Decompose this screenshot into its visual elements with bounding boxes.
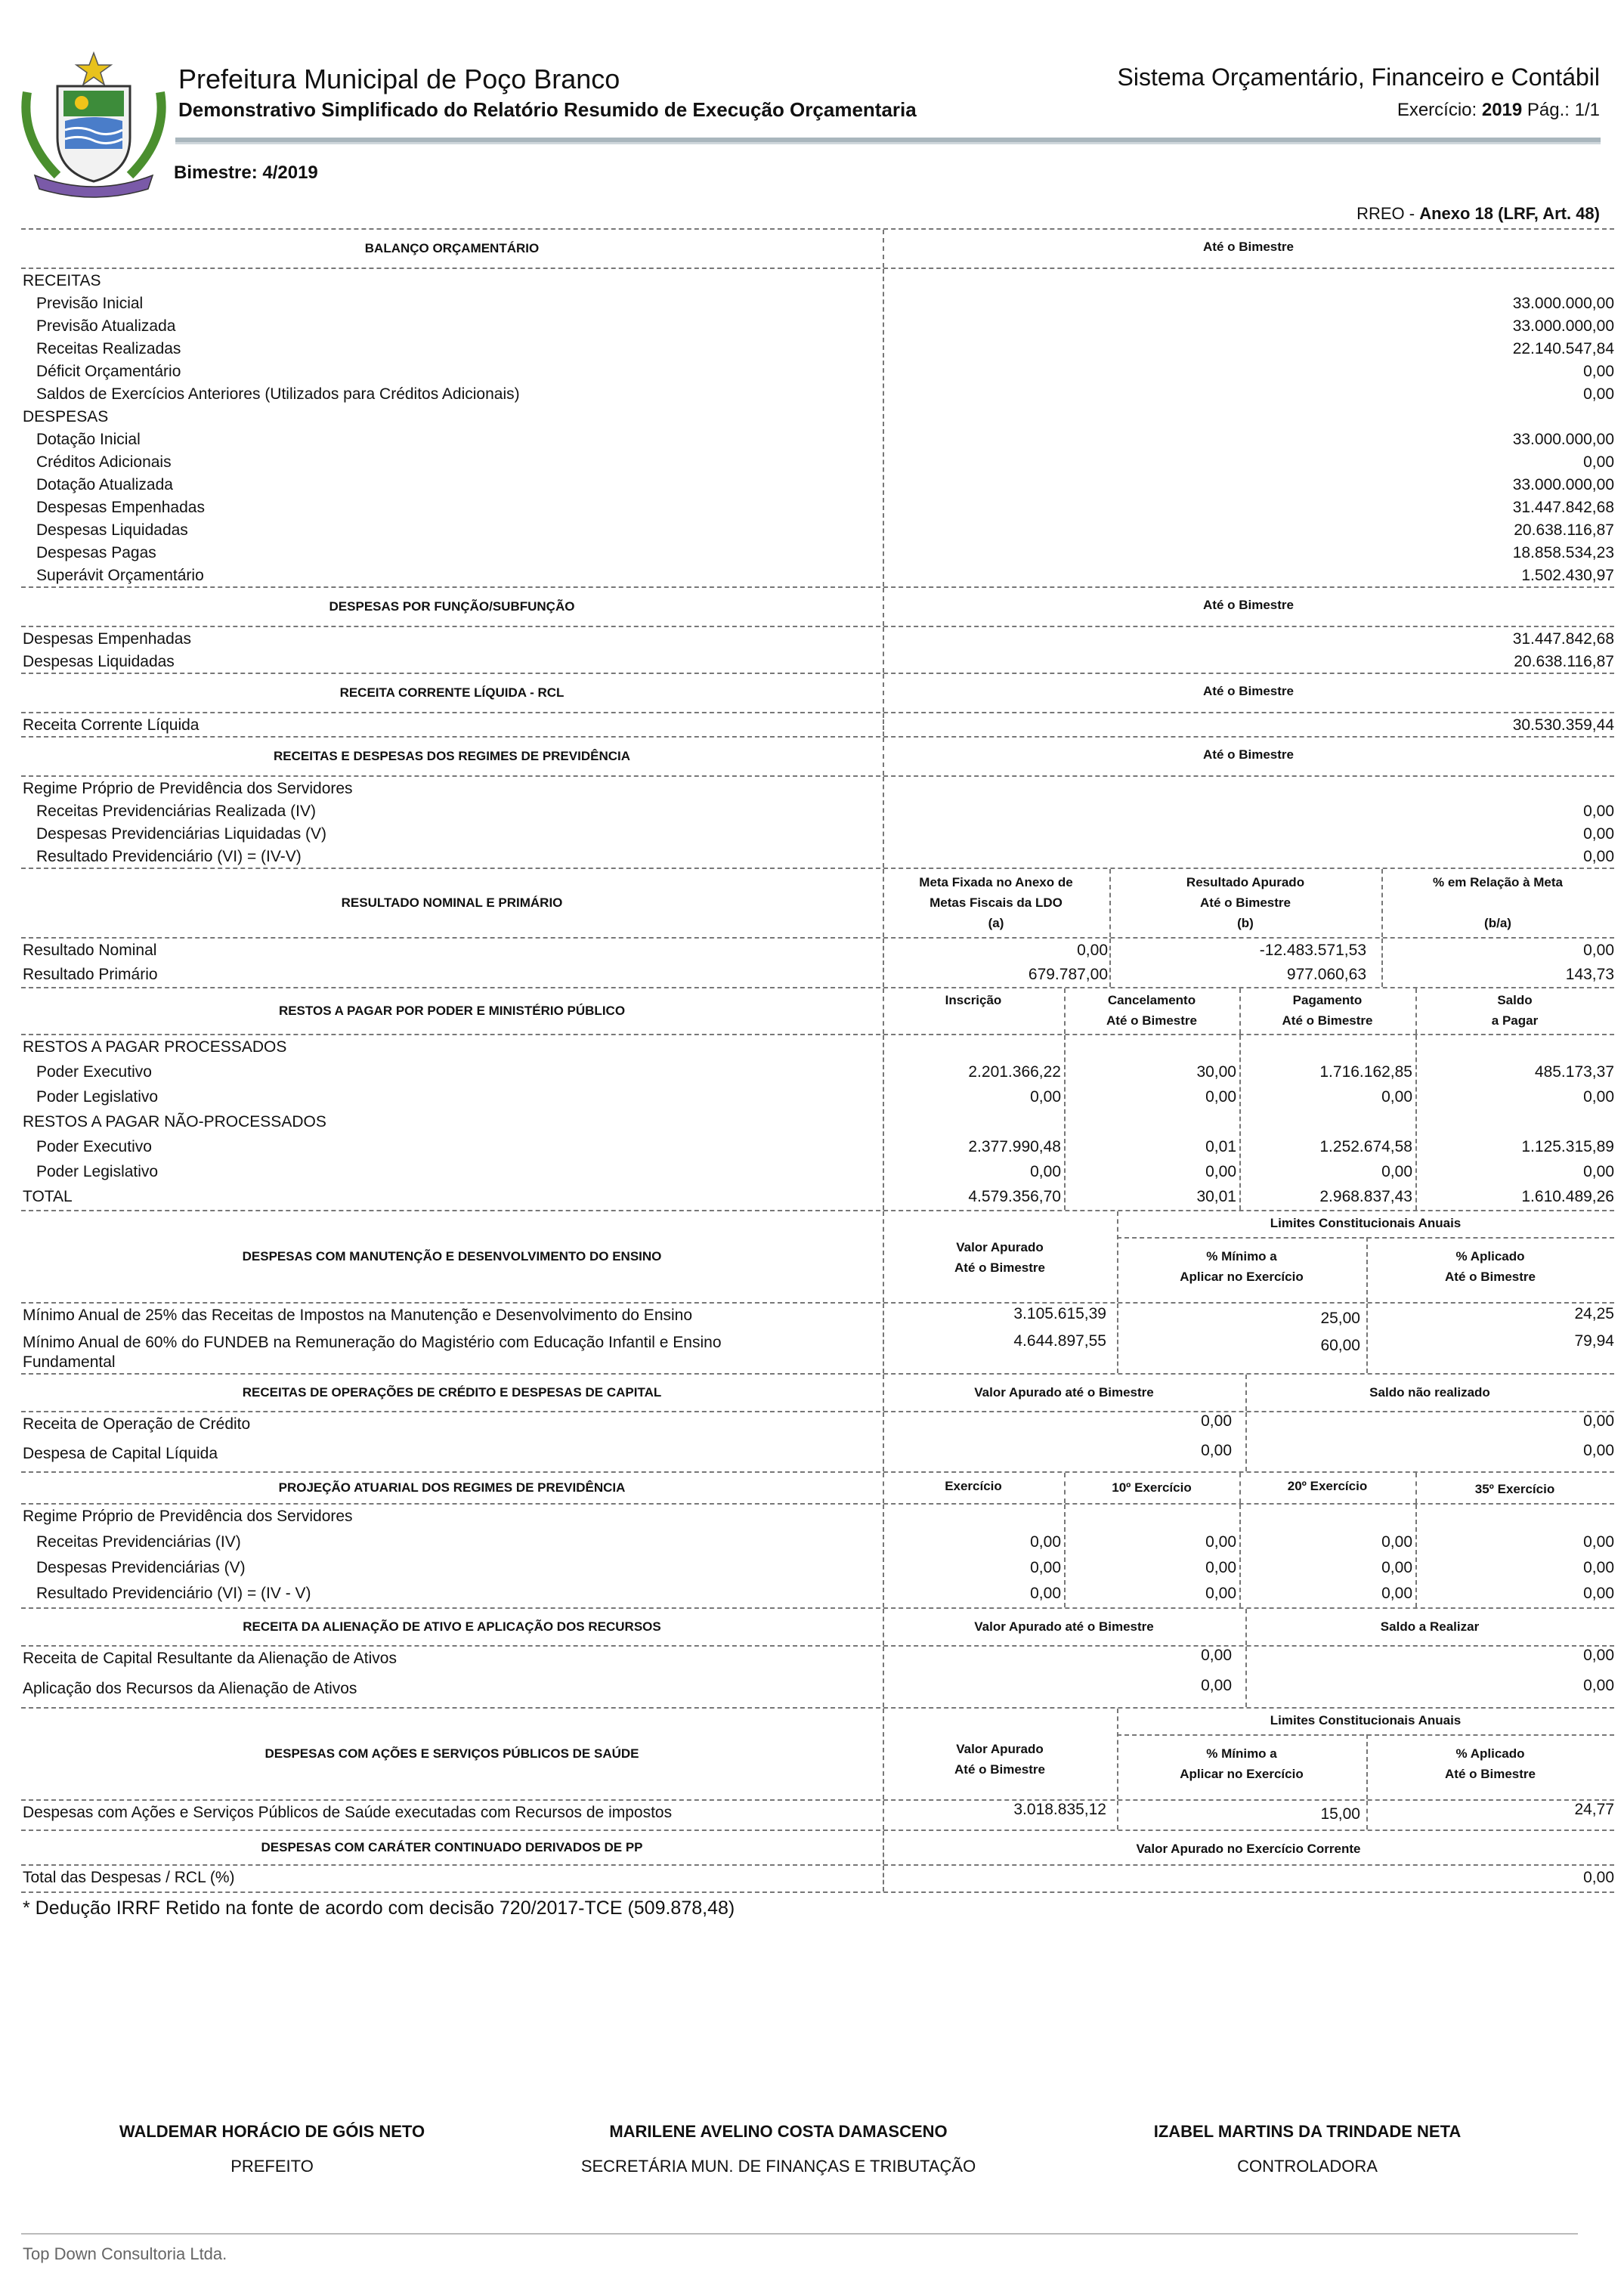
row-value: 25,00: [1320, 1310, 1360, 1327]
row-value: 0,00: [1583, 1677, 1614, 1694]
row-label: Receita de Operação de Crédito: [23, 1415, 251, 1433]
bimestre-label: Bimestre: 4/2019: [174, 162, 318, 183]
row-value: 24,77: [1574, 1801, 1614, 1818]
row-label: Poder Legislativo: [36, 1088, 159, 1106]
signature-secretaria: [567, 2122, 990, 2176]
row-value: 0,00: [1583, 1412, 1614, 1430]
section-body: [21, 713, 1614, 736]
row-value: 977.060,63: [1286, 966, 1366, 983]
header-divider: [175, 138, 1601, 144]
table-row: [21, 822, 1614, 845]
table-row: [21, 963, 1614, 987]
column-header: Saldo a Realizar: [1380, 1619, 1480, 1634]
row-value: 22.140.547,84: [1512, 340, 1614, 357]
section-body: [21, 1412, 1614, 1471]
column-header: Até o Bimestre: [954, 1762, 1045, 1777]
column-header: Até o Bimestre: [1203, 598, 1294, 612]
report-subtitle: Demonstrativo Simplificado do Relatório Resumido de Execução Orçamentaria: [178, 98, 917, 121]
row-value: 30.530.359,44: [1512, 716, 1614, 734]
section-title: DESPESAS COM AÇÕES E SERVIÇOS PÚBLICOS DE SAÚDE: [264, 1746, 639, 1761]
row-value: 0,00: [1583, 1533, 1614, 1551]
table-row: [21, 1866, 1614, 1891]
row-value: 0,00: [1205, 1533, 1236, 1551]
table-row: [21, 1556, 1614, 1582]
column-header: Metas Fiscais da LDO: [930, 895, 1063, 910]
column-header: (b/a): [1484, 916, 1511, 930]
table-row: [21, 1505, 1614, 1530]
row-label: Mínimo Anual de 25% das Receitas de Impostos na Manutenção e Desenvolvimento do Ensino: [23, 1307, 693, 1324]
row-label: RECEITAS: [23, 272, 101, 289]
table-row: [21, 1185, 1614, 1210]
row-value: 0,00: [1205, 1163, 1236, 1180]
section-header: [21, 586, 1614, 627]
row-label: Resultado Primário: [23, 966, 158, 983]
section-body: [21, 1304, 1614, 1373]
row-value: 0,00: [1583, 1559, 1614, 1576]
row-label: Poder Executivo: [36, 1063, 152, 1081]
row-value: 1.502.430,97: [1521, 567, 1614, 584]
table-row: [21, 1582, 1614, 1607]
table-row: [21, 777, 1614, 800]
column-header: Resultado Apurado: [1186, 875, 1305, 889]
row-label: Poder Legislativo: [36, 1163, 159, 1180]
row-value: 33.000.000,00: [1512, 317, 1614, 335]
section-body: [21, 1647, 1614, 1707]
table-row: [21, 1647, 1614, 1677]
section-title: RECEITA DA ALIENAÇÃO DE ATIVO E APLICAÇÃO DOS RECURSOS: [243, 1619, 661, 1634]
exercise-label: Exercício:: [1397, 100, 1477, 120]
row-label: Déficit Orçamentário: [36, 363, 181, 380]
row-value: 31.447.842,68: [1512, 499, 1614, 516]
row-label: DESPESAS: [23, 408, 109, 425]
section-header: [21, 987, 1614, 1035]
section-title: RESTOS A PAGAR POR PODER E MINISTÉRIO PÚBLICO: [278, 1004, 626, 1018]
row-value: 0,00: [1583, 1647, 1614, 1664]
table-row: [21, 1412, 1614, 1442]
row-label-continued: Fundamental: [23, 1353, 116, 1371]
row-label: Receitas Previdenciárias (IV): [36, 1533, 241, 1551]
signature-name: MARILENE AVELINO COSTA DAMASCENO: [609, 2122, 948, 2141]
section-body: [21, 777, 1614, 868]
table-row: [21, 1331, 1614, 1373]
column-header: % em Relação à Meta: [1433, 875, 1563, 889]
column-header: Saldo: [1497, 993, 1533, 1007]
row-value: 0,00: [1583, 848, 1614, 865]
row-value: 30,00: [1196, 1063, 1236, 1081]
row-value: 0,00: [1030, 1163, 1061, 1180]
row-value: 0,00: [1583, 825, 1614, 843]
column-header: Pagamento: [1292, 993, 1363, 1007]
table-row: [21, 496, 1614, 518]
row-label: Despesas Pagas: [36, 544, 156, 561]
column-header: Até o Bimestre: [1203, 240, 1294, 254]
section-header: [21, 228, 1614, 269]
section-body: [21, 1035, 1614, 1210]
row-value: 79,94: [1574, 1332, 1614, 1350]
row-value: 0,00: [1381, 1163, 1412, 1180]
section-body: [21, 627, 1614, 673]
signature-role: PREFEITO: [230, 2157, 314, 2176]
row-value: 0,00: [1583, 1869, 1614, 1886]
section-header: [21, 673, 1614, 713]
table-row: [21, 1801, 1614, 1830]
row-value: 33.000.000,00: [1512, 476, 1614, 493]
row-label: Despesas Previdenciárias Liquidadas (V): [36, 825, 327, 843]
table-row: [21, 1304, 1614, 1331]
table-row: [21, 269, 1614, 292]
row-value: 485.173,37: [1534, 1063, 1614, 1081]
row-value: 33.000.000,00: [1512, 431, 1614, 448]
row-value: 0,00: [1583, 453, 1614, 471]
column-header: Até o Bimestre: [1445, 1270, 1536, 1284]
signature-prefeito: [60, 2122, 484, 2176]
exercise-info: [1397, 100, 1600, 121]
column-header: Aplicar no Exercício: [1180, 1270, 1304, 1284]
section-header: [21, 1373, 1614, 1412]
row-value: 1.716.162,85: [1319, 1063, 1412, 1081]
column-header: Valor Apurado no Exercício Corrente: [1136, 1842, 1361, 1856]
row-label: Despesa de Capital Líquida: [23, 1445, 218, 1462]
row-label: Receita de Capital Resultante da Alienação de Ativos: [23, 1650, 397, 1667]
table-row: [21, 541, 1614, 564]
row-value: 20.638.116,87: [1514, 521, 1614, 539]
row-label: Previsão Inicial: [36, 295, 144, 312]
row-value: 2.201.366,22: [968, 1063, 1061, 1081]
column-header: Até o Bimestre: [1200, 895, 1291, 910]
column-header: Aplicar no Exercício: [1180, 1767, 1304, 1781]
table-row: [21, 800, 1614, 822]
signature-role: SECRETÁRIA MUN. DE FINANÇAS E TRIBUTAÇÃO: [580, 2157, 976, 2176]
column-header: Saldo não realizado: [1369, 1385, 1490, 1400]
row-label: Previsão Atualizada: [36, 317, 176, 335]
row-label: Aplicação dos Recursos da Alienação de Ativos: [23, 1680, 357, 1697]
page-number: Pág.: 1/1: [1527, 100, 1600, 120]
section-title: DESPESAS COM MANUTENÇÃO E DESENVOLVIMENTO DO ENSINO: [242, 1249, 662, 1263]
section-header: [21, 736, 1614, 777]
column-header: Até o Bimestre: [1106, 1013, 1197, 1028]
row-value: 0,00: [1381, 1088, 1412, 1106]
row-label: Créditos Adicionais: [36, 453, 172, 471]
column-header: Valor Apurado até o Bimestre: [974, 1385, 1154, 1400]
table-row: [21, 650, 1614, 673]
row-label: Despesas com Ações e Serviços Públicos de Saúde executadas com Recursos de impostos: [23, 1804, 673, 1821]
row-value: 0,00: [1583, 803, 1614, 820]
row-value: 0,00: [1583, 942, 1614, 959]
table-row: [21, 1442, 1614, 1471]
annex-label: RREO - Anexo 18 (LRF, Art. 48): [1356, 204, 1600, 223]
row-value: 2.968.837,43: [1319, 1188, 1412, 1205]
table-row: [21, 627, 1614, 650]
header-rule: [1117, 1734, 1614, 1736]
row-label: Total das Despesas / RCL (%): [23, 1869, 235, 1886]
row-value: 4.579.356,70: [968, 1188, 1061, 1205]
report-body: [21, 228, 1614, 1919]
section-header: [21, 1471, 1614, 1505]
table-row: [21, 1160, 1614, 1185]
row-value: 0,00: [1030, 1585, 1061, 1602]
row-label: Superávit Orçamentário: [36, 567, 204, 584]
column-header: Até o Bimestre: [1282, 1013, 1373, 1028]
table-row: [21, 360, 1614, 382]
row-label: Receitas Realizadas: [36, 340, 181, 357]
table-row: [21, 473, 1614, 496]
row-value: 0,00: [1583, 1163, 1614, 1180]
row-value: 30,01: [1196, 1188, 1236, 1205]
section-header: [21, 1830, 1614, 1866]
column-header: (a): [988, 916, 1004, 930]
section-body: [21, 269, 1614, 586]
row-value: 0,00: [1381, 1559, 1412, 1576]
column-header: a Pagar: [1491, 1013, 1539, 1028]
signature-controladora: [1096, 2122, 1519, 2176]
row-label: Saldos de Exercícios Anteriores (Utilizados para Créditos Adicionais): [36, 385, 520, 403]
signature-name: WALDEMAR HORÁCIO DE GÓIS NETO: [119, 2122, 425, 2141]
row-label: RESTOS A PAGAR PROCESSADOS: [23, 1038, 287, 1056]
table-row: [21, 1677, 1614, 1707]
column-header: 10º Exercício: [1112, 1480, 1192, 1495]
column-header: Meta Fixada no Anexo de: [919, 875, 1073, 889]
table-row: [21, 518, 1614, 541]
column-header: Valor Apurado: [956, 1742, 1044, 1756]
table-row: [21, 1035, 1614, 1060]
section-header: [21, 1707, 1614, 1801]
row-value: 0,00: [1583, 385, 1614, 403]
row-value: 679.787,00: [1028, 966, 1108, 983]
row-value: 2.377.990,48: [968, 1138, 1061, 1155]
row-label: Resultado Previdenciário (VI) = (IV-V): [36, 848, 302, 865]
footnote: * Dedução IRRF Retido na fonte de acordo com decisão 720/2017-TCE (509.878,48): [23, 1898, 735, 1919]
row-value: 143,73: [1565, 966, 1614, 983]
table-row: [21, 405, 1614, 428]
municipality-title: Prefeitura Municipal de Poço Branco: [178, 63, 620, 94]
section-header: [21, 868, 1614, 939]
row-value: 0,00: [1201, 1677, 1232, 1694]
footer-company: Top Down Consultoria Ltda.: [23, 2244, 227, 2263]
section-title: PROJEÇÃO ATUARIAL DOS REGIMES DE PREVIDÊNCIA: [278, 1480, 626, 1495]
coat-of-arms-logo: [12, 47, 175, 198]
table-row: [21, 1530, 1614, 1556]
row-value: 24,25: [1574, 1305, 1614, 1322]
row-value: 20.638.116,87: [1514, 653, 1614, 670]
row-label: Resultado Previdenciário (VI) = (IV - V): [36, 1585, 311, 1602]
row-label: Receita Corrente Líquida: [23, 716, 200, 734]
row-label: Despesas Previdenciárias (V): [36, 1559, 246, 1576]
column-header: Até o Bimestre: [1203, 747, 1294, 762]
row-value: 4.644.897,55: [1013, 1332, 1106, 1350]
row-value: 0,01: [1205, 1138, 1236, 1155]
column-header: % Aplicado: [1455, 1746, 1525, 1761]
header-rule: [1117, 1237, 1614, 1239]
row-value: 0,00: [1381, 1585, 1412, 1602]
signature-role: CONTROLADORA: [1237, 2157, 1378, 2176]
table-row: [21, 1060, 1614, 1085]
row-value: 0,00: [1201, 1647, 1232, 1664]
row-label: RESTOS A PAGAR NÃO-PROCESSADOS: [23, 1113, 326, 1130]
row-label: Mínimo Anual de 60% do FUNDEB na Remuneração do Magistério com Educação Infantil e Ensino: [23, 1334, 722, 1351]
section-title: RECEITAS E DESPESAS DOS REGIMES DE PREVIDÊNCIA: [274, 749, 630, 763]
section-title: DESPESAS POR FUNÇÃO/SUBFUNÇÃO: [329, 599, 575, 614]
row-value: 33.000.000,00: [1512, 295, 1614, 312]
table-row: [21, 292, 1614, 314]
row-label: Regime Próprio de Previdência dos Servidores: [23, 1508, 353, 1525]
row-value: 31.447.842,68: [1512, 630, 1614, 648]
section-body: [21, 1866, 1614, 1893]
section-header: [21, 1210, 1614, 1304]
row-label: Resultado Nominal: [23, 942, 157, 959]
row-value: 18.858.534,23: [1512, 544, 1614, 561]
column-header: % Aplicado: [1455, 1249, 1525, 1263]
column-header: Valor Apurado até o Bimestre: [974, 1619, 1154, 1634]
row-value: 3.018.835,12: [1013, 1801, 1106, 1818]
table-row: [21, 713, 1614, 736]
row-value: 1.610.489,26: [1521, 1188, 1614, 1205]
row-value: 0,00: [1030, 1533, 1061, 1551]
column-header: Até o Bimestre: [954, 1260, 1045, 1275]
system-name: Sistema Orçamentário, Financeiro e Contábil: [1117, 63, 1600, 91]
section-title: BALANÇO ORÇAMENTÁRIO: [364, 241, 540, 255]
row-value: 3.105.615,39: [1013, 1305, 1106, 1322]
column-header: Inscrição: [945, 993, 1002, 1007]
row-label: Regime Próprio de Previdência dos Servidores: [23, 780, 353, 797]
signature-name: IZABEL MARTINS DA TRINDADE NETA: [1153, 2122, 1462, 2141]
table-row: [21, 564, 1614, 586]
section-body: [21, 1801, 1614, 1830]
row-value: 0,00: [1381, 1533, 1412, 1551]
column-header: Até o Bimestre: [1203, 684, 1294, 698]
row-value: 0,00: [1030, 1088, 1061, 1106]
row-value: 0,00: [1583, 1088, 1614, 1106]
table-row: [21, 450, 1614, 473]
section-title: RECEITAS DE OPERAÇÕES DE CRÉDITO E DESPESAS DE CAPITAL: [242, 1385, 662, 1400]
row-label: Poder Executivo: [36, 1138, 152, 1155]
row-value: 60,00: [1320, 1337, 1360, 1354]
row-label: Receitas Previdenciárias Realizada (IV): [36, 803, 316, 820]
row-label: TOTAL: [23, 1188, 73, 1205]
row-value: 0,00: [1205, 1559, 1236, 1576]
column-divider: [883, 1211, 884, 1302]
row-label: Dotação Atualizada: [36, 476, 173, 493]
section-body: [21, 1505, 1614, 1607]
column-header: Cancelamento: [1107, 993, 1196, 1007]
exercise-year: 2019: [1481, 100, 1523, 120]
column-header: Limites Constitucionais Anuais: [1270, 1216, 1462, 1230]
row-value: 0,00: [1205, 1088, 1236, 1106]
row-value: 15,00: [1320, 1805, 1360, 1823]
column-header: 35º Exercício: [1474, 1482, 1555, 1496]
row-label: Despesas Empenhadas: [23, 630, 191, 648]
column-header: Valor Apurado: [956, 1240, 1044, 1254]
row-value: 0,00: [1030, 1559, 1061, 1576]
table-row: [21, 845, 1614, 868]
column-header: % Mínimo a: [1206, 1249, 1277, 1263]
footer-divider: [21, 2233, 1578, 2235]
row-value: 0,00: [1201, 1412, 1232, 1430]
row-value: 0,00: [1583, 1442, 1614, 1459]
row-label: Despesas Empenhadas: [36, 499, 205, 516]
section-header: [21, 1607, 1614, 1647]
column-header: (b): [1237, 916, 1254, 930]
table-row: [21, 314, 1614, 337]
section-title: DESPESAS COM CARÁTER CONTINUADO DERIVADOS DE PP: [261, 1840, 643, 1854]
table-row: [21, 337, 1614, 360]
table-row: [21, 428, 1614, 450]
row-value: 0,00: [1205, 1585, 1236, 1602]
section-title: RESULTADO NOMINAL E PRIMÁRIO: [341, 895, 563, 910]
row-label: Despesas Liquidadas: [23, 653, 175, 670]
row-value: 1.252.674,58: [1319, 1138, 1412, 1155]
section-title: RECEITA CORRENTE LÍQUIDA - RCL: [339, 685, 565, 700]
row-value: 1.125.315,89: [1521, 1138, 1614, 1155]
table-row: [21, 382, 1614, 405]
row-value: 0,00: [1583, 363, 1614, 380]
row-value: 0,00: [1201, 1442, 1232, 1459]
row-value: -12.483.571,53: [1259, 942, 1366, 959]
column-header: Exercício: [945, 1479, 1002, 1493]
table-row: [21, 1135, 1614, 1160]
row-value: 0,00: [1077, 942, 1108, 959]
table-row: [21, 1085, 1614, 1110]
column-header: % Mínimo a: [1206, 1746, 1277, 1761]
column-header: Limites Constitucionais Anuais: [1270, 1713, 1462, 1727]
section-body: [21, 939, 1614, 987]
row-label: Dotação Inicial: [36, 431, 141, 448]
row-label: Despesas Liquidadas: [36, 521, 188, 539]
row-value: 0,00: [1583, 1585, 1614, 1602]
column-header: 20º Exercício: [1287, 1479, 1368, 1493]
column-header: Até o Bimestre: [1445, 1767, 1536, 1781]
table-row: [21, 939, 1614, 963]
table-row: [21, 1110, 1614, 1135]
